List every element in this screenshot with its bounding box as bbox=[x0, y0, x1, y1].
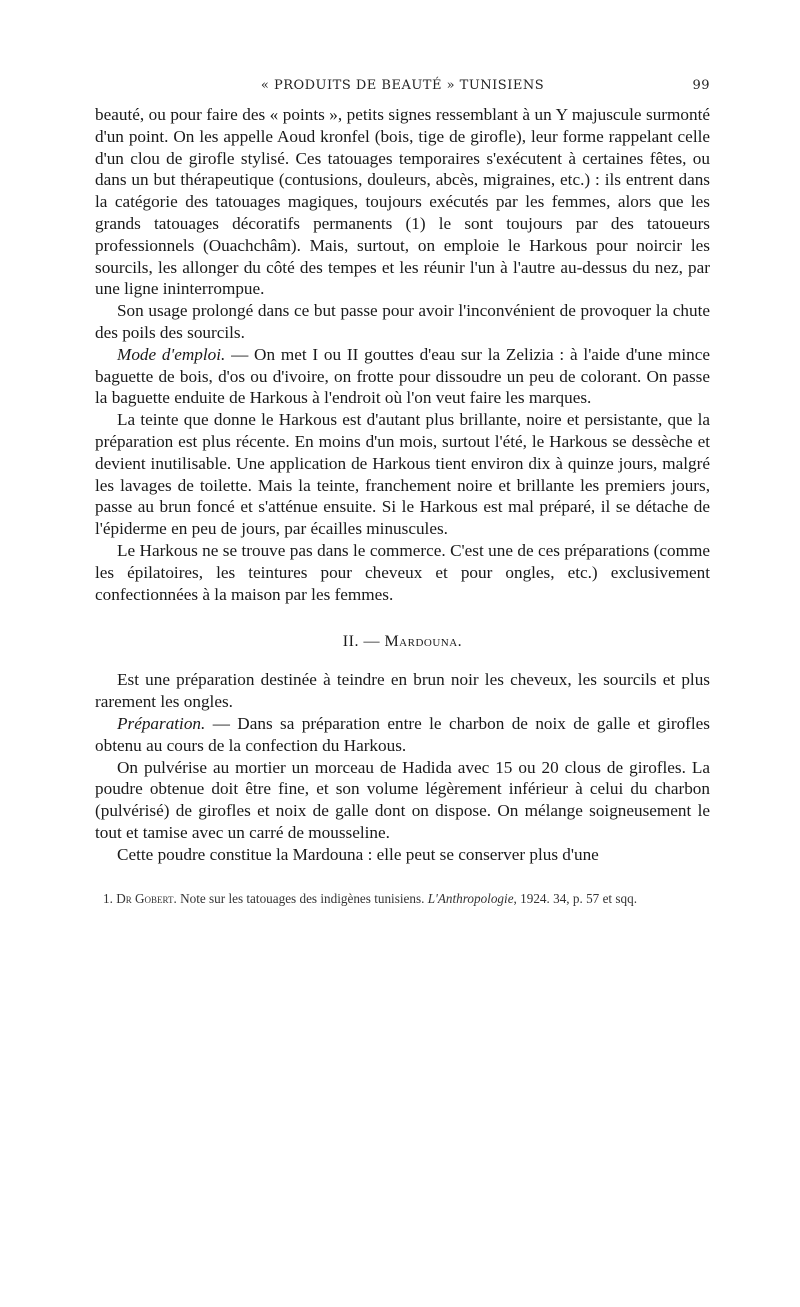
footnote-journal: L'Anthropologie bbox=[427, 890, 514, 906]
section-text bbox=[95, 669, 710, 865]
running-title: « PRODUITS DE BEAUTÉ » TUNISIENS bbox=[260, 78, 545, 93]
running-header bbox=[95, 78, 710, 104]
book-page bbox=[95, 78, 710, 907]
paragraph-7-text: — Dans sa préparation entre le charbon de noix de galle et girofles obtenu au cours de la confection du Harkous. bbox=[95, 713, 710, 755]
mode-emploi-label: Mode d'emploi. bbox=[117, 344, 226, 364]
footnote-reference: 1 bbox=[411, 213, 420, 233]
paragraph-1-text: beauté, ou pour faire des « points », petits signes ressemblant à un Y majuscule surmonté d'un point. On les appelle Aoud kronfel (bois, tige de girofle), leur forme rappelant celle d'un clou de girofle stylisé. Ces tatouages temporaires s'exécutent à certaines fêtes, ou dans un but thérapeutique (contusions, douleurs, abcès, migraines, etc.) : ils entrent dans la catégorie des tatouages magiques, toujours exécutés par les femmes, alors que les grands tatouages décoratifs permanents ( bbox=[95, 105, 710, 233]
paragraph-3 bbox=[95, 344, 710, 409]
paragraph-4: La teinte que donne le Harkous est d'autant plus brillante, noire et persistante, que la préparation est plus récente. En moins d'un mois, surtout l'été, le Harkous se dessèche et devient inutilisable. Une application de Harkous tient environ dix à quinze jours, malgré les lavages de toilette. Mais la teinte, franchement noire et brillante les premiers jours, passe au brun foncé et s'atténue ensuite. Si le Harkous est mal préparé, il se détache de l'épiderme en peu de jours, par écailles minuscules. bbox=[95, 410, 710, 539]
section-number: II. — bbox=[342, 633, 385, 651]
footnote-text: Note sur les tatouages des indigènes tunisiens. bbox=[176, 890, 428, 906]
paragraph-6: Est une préparation destinée à teindre en brun noir les cheveux, les sourcils et plus rarement les ongles. bbox=[95, 670, 710, 712]
footnote-citation: , 1924. 34, p. 57 et sqq. bbox=[513, 890, 637, 906]
footnote bbox=[95, 890, 710, 908]
main-text bbox=[95, 104, 710, 605]
paragraph-2: Son usage prolongé dans ce but passe pour avoir l'inconvénient de provoquer la chute des poils des sourcils. bbox=[95, 301, 710, 342]
preparation-label: Préparation. bbox=[117, 713, 206, 733]
page-number: 99 bbox=[692, 78, 710, 93]
footnote-author: Dr Gobert. bbox=[116, 890, 177, 906]
section-title: Mardouna. bbox=[384, 633, 463, 651]
paragraph-1 bbox=[95, 104, 710, 300]
paragraph-1-end: ) le sont toujours par des tatoueurs professionnels (Ouachchâm). Mais, surtout, on emploie le Harkous pour noircir les sourcils, les allonger du côté des tempes et les réunir l'un à l'autre au-dessus du nez, par une ligne ininterrompue. bbox=[95, 213, 710, 299]
section-heading bbox=[95, 633, 710, 651]
paragraph-5: Le Harkous ne se trouve pas dans le commerce. C'est une de ces préparations (comme les épilatoires, les teintures pour cheveux et pour ongles, etc.) exclusivement confectionnées à la maison par les femmes. bbox=[95, 540, 710, 604]
paragraph-3-text: — On met I ou II gouttes d'eau sur la Zelizia : à l'aide d'une mince baguette de bois, d'os ou d'ivoire, on frotte pour dissoudre un peu de colorant. On passe la baguette enduite de Harkous à l'endroit où l'on veut faire les marques. bbox=[95, 344, 710, 408]
paragraph-9: Cette poudre constitue la Mardouna : elle peut se conserver plus d'une bbox=[117, 844, 599, 864]
paragraph-8: On pulvérise au mortier un morceau de Hadida avec 15 ou 20 clous de girofles. La poudre obtenue doit être fine, et son volume légèrement inférieur à celui du charbon (pulvérisé) de girofles et noix de galle dont on dispose. On mélange soigneusement le tout et tamise avec un carré de mousseline. bbox=[95, 757, 710, 842]
paragraph-7 bbox=[95, 713, 710, 757]
footnote-number: 1. bbox=[103, 890, 117, 906]
